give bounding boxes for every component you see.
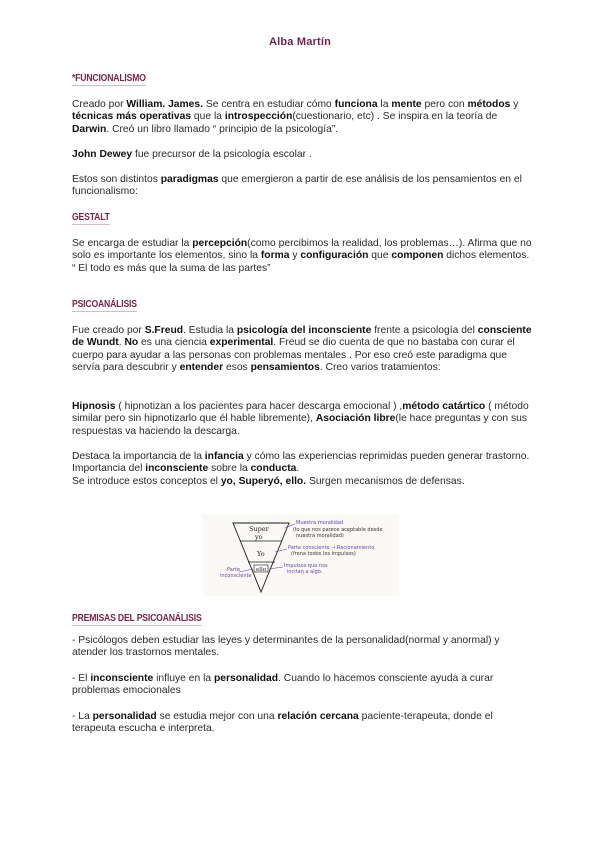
bold-term: psicología del inconsciente — [236, 325, 372, 336]
bold-term: S.Freud — [144, 325, 184, 336]
text-run: Importancia del — [72, 463, 146, 475]
text-run: que — [368, 250, 392, 262]
text-run: . Creo varios tratamientos: — [319, 362, 441, 374]
text-run: sobre la — [208, 463, 251, 475]
iceberg-diagram-figure — [203, 514, 399, 596]
text-run: Estos son distintos — [72, 174, 161, 185]
paragraph-premisa-1 — [72, 635, 532, 660]
paragraph-tratamientos — [72, 401, 532, 438]
bold-term: John Dewey — [72, 149, 133, 160]
text-run: la — [377, 99, 392, 110]
heading-funcionalismo: *FUNCIONALISMO — [72, 72, 146, 84]
bold-term: percepción — [192, 238, 248, 249]
bold-term: técnicas más operativas — [72, 111, 192, 123]
arrow-yo — [275, 549, 287, 552]
bold-term: conducta — [250, 463, 297, 475]
text-run: Se centra en estudiar cómo — [203, 99, 335, 110]
note-inconsciente: inconsciente — [220, 573, 252, 579]
text-run: paciente-terapeuta, donde el terapeuta escucha e interpreta. — [72, 711, 493, 735]
text-run: “ El todo es más que la suma de las partes” — [72, 262, 271, 274]
text-run: . Estudia la — [183, 325, 237, 336]
text-run: es una ciencia — [138, 337, 210, 349]
note-nuestra-moralidad: nuestra moralidad) — [296, 533, 344, 539]
heading-psicoanalisis: PSICOANÁLISIS — [72, 298, 137, 310]
bold-term: inconsciente — [90, 673, 154, 684]
label-super-yo: yo — [255, 533, 263, 541]
bold-term: Asociación libre — [315, 413, 396, 425]
text-run: . Freud se dio cuenta de que no bastaba con curar el cuerpo para ayudar a las personas con problemas mentales . Por eso creó este paradigma que servía para descubrir y — [72, 337, 515, 374]
text-run: y — [289, 250, 301, 262]
bold-term: William. James. — [126, 99, 203, 110]
text-run: esos — [223, 362, 251, 374]
text-run: (cuestionario, etc) . Se inspira en la teoría de — [292, 111, 498, 123]
text-run: . Cuando lo hacemos consciente ayuda a curar problemas emocionales — [72, 673, 494, 697]
text-run: que la — [191, 111, 225, 123]
bold-term: configuración — [300, 250, 369, 262]
bold-term: relación cercana — [277, 711, 359, 722]
text-run: se estudia mejor con una — [156, 711, 278, 722]
text-run: Surgen mecanismos de defensas. — [306, 475, 465, 487]
bold-term: pensamientos — [250, 362, 320, 374]
text-run: fue precursor de la psicología escolar . — [132, 149, 312, 160]
bold-term: introspección — [224, 111, 293, 123]
text-run: y cómo las experiencias reprimidas pueden generar trastorno. — [243, 451, 530, 462]
note-parte-consciente: Parte consciente → Racionamiento — [288, 545, 375, 551]
bold-term: No — [124, 337, 139, 349]
bold-term: yo, Superyó, ello. — [220, 475, 307, 487]
note-impulsos: Impulsos que nos — [284, 563, 328, 569]
note-frena-impulsos: (frena todos los impulsos) — [291, 551, 356, 557]
note-aceptable: (lo que nos parece aceptable desde — [293, 527, 383, 533]
bold-term: infancia — [204, 451, 244, 462]
bold-term: funciona — [334, 99, 378, 110]
text-run: . Creó un libro llamado “ principio de la psicología”. — [106, 123, 339, 135]
paragraph-premisa-2 — [72, 673, 532, 698]
bold-term: experimental — [209, 337, 274, 349]
text-run: influye en la — [153, 673, 214, 684]
text-run: Se encarga de estudiar la — [72, 238, 193, 249]
personality-diagram — [203, 514, 399, 596]
bold-term: método catártico — [402, 401, 486, 412]
bold-term: métodos — [467, 99, 511, 110]
paragraph-funcionalismo-intro — [72, 99, 532, 136]
paragraph-john-dewey — [72, 149, 532, 161]
note-muestra-moralidad: Muestra moralidad — [296, 520, 344, 526]
label-yo: Yo — [257, 550, 265, 558]
bold-term: Darwin — [72, 123, 107, 135]
text-run: - La — [72, 711, 93, 722]
bold-term: entender — [179, 362, 224, 374]
note-parte: Parte — [227, 567, 240, 573]
bold-term: componen — [391, 250, 444, 262]
heading-gestalt: GESTALT — [72, 211, 110, 223]
text-run: . — [296, 463, 300, 475]
bold-term: paradigmas — [160, 174, 219, 185]
bold-term: mente — [391, 99, 422, 110]
text-run: frente a psicología del — [371, 325, 478, 336]
page-title: Alba Martín — [268, 36, 332, 48]
text-run: - Psicólogos deben estudiar las leyes y determinantes de la personalidad(normal y anormal) y atender los trastornos mentales. — [72, 635, 500, 659]
paragraph-premisa-3 — [72, 711, 532, 736]
text-run: (le hace preguntas y con sus respuestas va haciendo la descarga. — [72, 413, 528, 437]
label-super: Super — [249, 525, 269, 533]
text-run: pero con — [421, 99, 468, 110]
bold-term: consciente de Wundt — [72, 325, 532, 349]
text-run: Se introduce estos conceptos el — [72, 475, 221, 487]
text-run: ( hipnotizan a los pacientes para hacer descarga emocional ) , — [115, 401, 403, 412]
paragraph-gestalt — [72, 238, 532, 275]
paragraph-infancia — [72, 451, 532, 488]
bold-term: personalidad — [92, 711, 157, 722]
arrow-parte-inconsciente — [239, 569, 253, 572]
text-run: y — [510, 99, 519, 110]
label-ello: ello — [256, 567, 267, 573]
text-run: . — [118, 337, 125, 349]
text-run: que emergieron a partir de ese análisis de los pensamientos en el funcionalismo: — [72, 174, 522, 198]
paragraph-psicoanalisis-intro — [72, 325, 532, 375]
text-run: Destaca la importancia de la — [72, 451, 205, 462]
text-run: ( método similar pero sin hipnotizarlo que él hable libremente), — [72, 401, 529, 425]
text-run: Creado por — [72, 99, 127, 110]
note-incitan: incitan a algo. — [287, 569, 323, 575]
bold-term: forma — [260, 250, 290, 262]
text-run: (como percibimos la realidad, los problemas…). Afirma que no solo es importante los elementos, sino la — [72, 238, 532, 262]
text-run: dichos elementos. — [443, 250, 530, 262]
bold-term: Hipnosis — [72, 401, 116, 412]
text-run: - El — [72, 673, 91, 684]
paragraph-paradigmas — [72, 174, 532, 199]
bold-term: personalidad — [213, 673, 279, 684]
text-run: Fue creado por — [72, 325, 145, 336]
bold-term: inconsciente — [145, 463, 209, 475]
heading-premisas: PREMISAS DEL PSICOANÁLISIS — [72, 612, 202, 624]
